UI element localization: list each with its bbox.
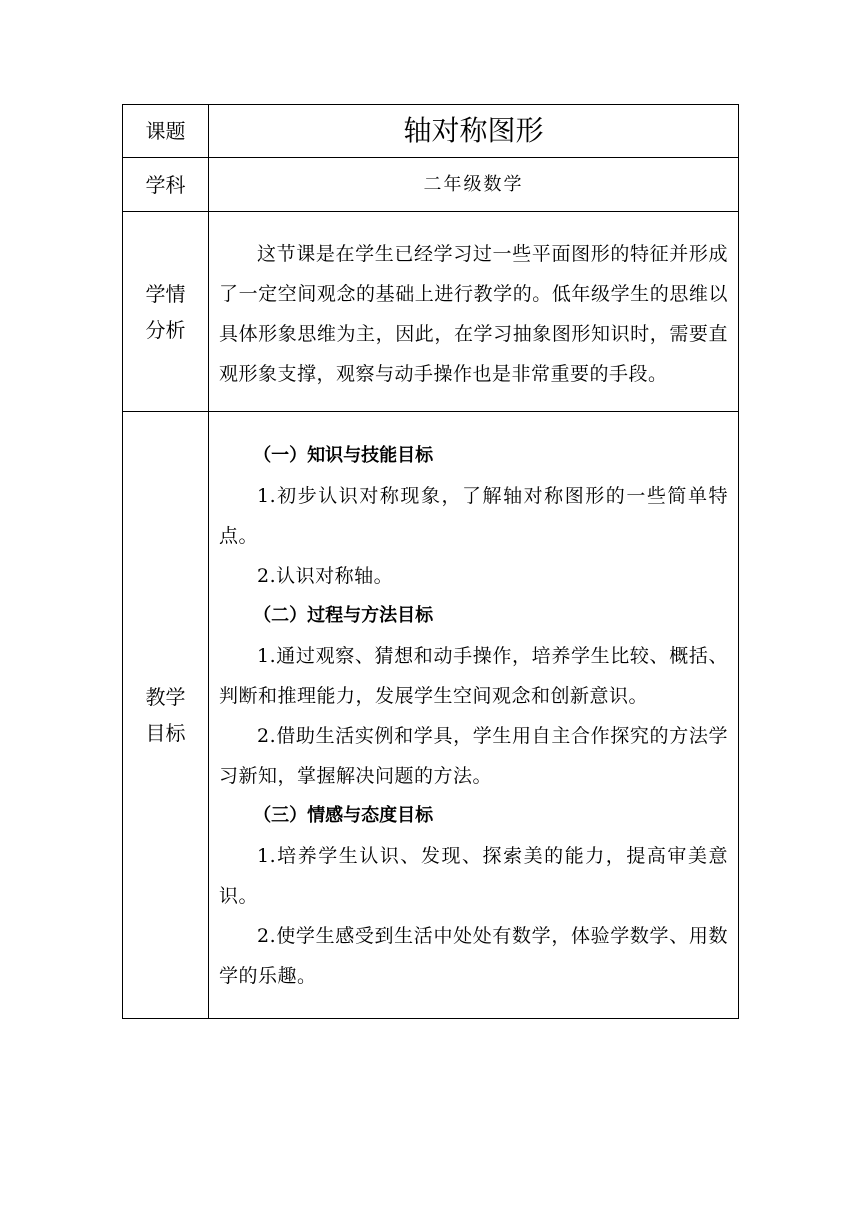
- goals-label-line1: 教学: [145, 685, 186, 709]
- goals-section1-heading: （一）知识与技能目标: [253, 445, 434, 466]
- subject-label: 学科: [123, 158, 209, 212]
- goals-section2-item2: 2.借助生活实例和学具，学生用自主合作探究的方法学习新知，掌握解决问题的方法。: [219, 725, 728, 787]
- goals-section2-item1: 1.通过观察、猜想和动手操作，培养学生比较、概括、判断和推理能力，发展学生空间观念和创新意识。: [219, 645, 728, 707]
- goals-section3-heading: （三）情感与态度目标: [253, 805, 434, 826]
- goals-section3-item2: 2.使学生感受到生活中处处有数学，体验学数学、用数学的乐趣。: [219, 925, 728, 987]
- lesson-plan-table: [122, 104, 739, 1019]
- topic-label: 课题: [123, 105, 209, 158]
- subject-row: [123, 158, 739, 212]
- analysis-content: [209, 212, 739, 412]
- analysis-label-line2: 分析: [145, 317, 186, 342]
- analysis-label-line1: 学情: [145, 281, 186, 306]
- goals-section1-item2: 2.认识对称轴。: [257, 565, 394, 587]
- goals-row: [123, 412, 739, 1019]
- analysis-row: [123, 212, 739, 412]
- lesson-title: 轴对称图形: [209, 105, 739, 158]
- goals-label: [123, 412, 209, 1019]
- goals-section3-item1: 1.培养学生认识、发现、探索美的能力，提高审美意识。: [219, 845, 728, 907]
- subject-value: 二年级数学: [209, 158, 739, 212]
- goals-section2-heading: （二）过程与方法目标: [253, 605, 434, 626]
- goals-content: [209, 412, 739, 1019]
- topic-row: [123, 105, 739, 158]
- analysis-text: 这节课是在学生已经学习过一些平面图形的特征并形成了一定空间观念的基础上进行教学的。低年级学生的思维以具体形象思维为主，因此，在学习抽象图形知识时，需要直观形象支撑，观察与动手操作也是非常重要的手段。: [219, 242, 728, 385]
- analysis-label: [123, 212, 209, 412]
- goals-section1-item1: 1.初步认识对称现象，了解轴对称图形的一些简单特点。: [219, 485, 728, 547]
- goals-label-line2: 目标: [145, 721, 186, 745]
